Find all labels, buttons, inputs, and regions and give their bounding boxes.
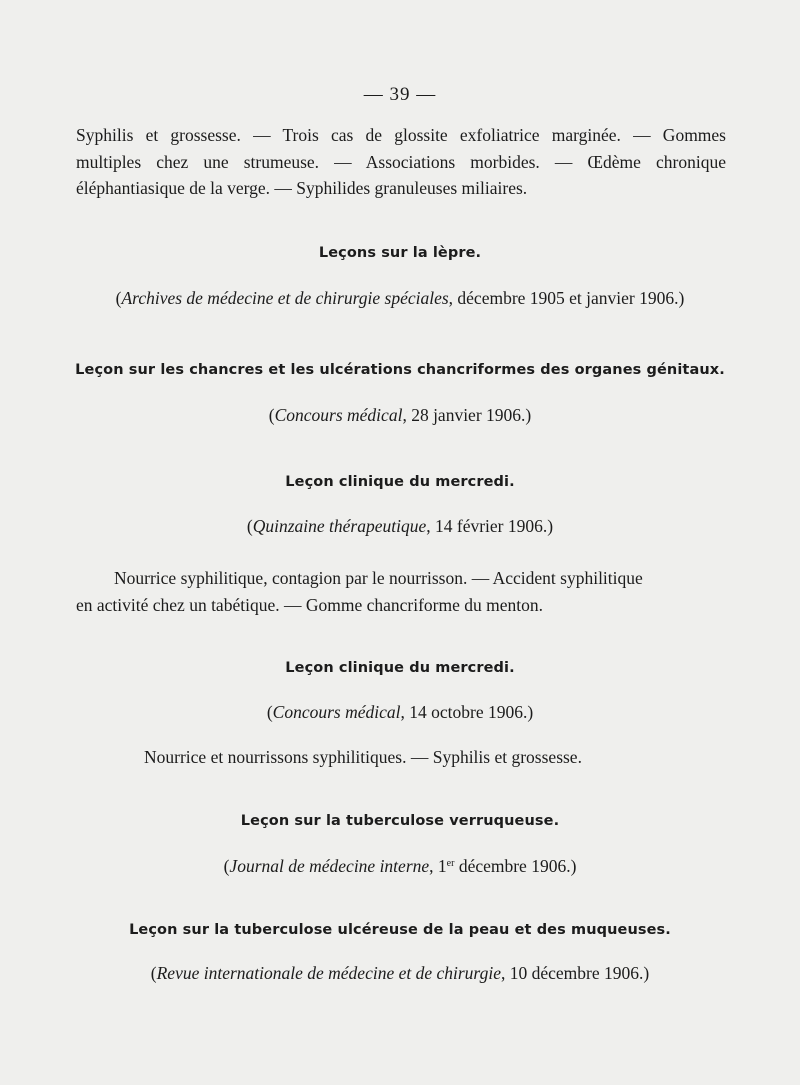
entry-5-source xyxy=(0,856,800,877)
entry-6-source-open: ( xyxy=(150,963,157,983)
entry-6-source-date: , 10 décembre 1906.) xyxy=(500,963,650,983)
entry-4-summary xyxy=(144,744,744,771)
entry-3-summary-line-2: en activité chez un tabétique. — Gomme chancriforme du menton. xyxy=(76,594,543,615)
entry-1-source xyxy=(0,288,800,309)
entry-5-source-date: décembre 1906.) xyxy=(454,856,577,876)
entry-2-source-date: , 28 janvier 1906.) xyxy=(402,405,532,425)
entry-4-source-journal: Concours médical xyxy=(272,702,401,722)
entry-5-source-open: ( xyxy=(223,856,230,876)
entry-6-title: Leçon sur la tuberculose ulcéreuse de la peau et des muqueuses. xyxy=(129,922,671,938)
entry-3-source xyxy=(0,516,800,537)
entry-6-source-journal: Revue internationale de médecine et de chirurgie xyxy=(156,963,501,983)
entry-3-source-date: , 14 février 1906.) xyxy=(426,516,554,536)
intro-line-2: multiples chez une strumeuse. — Associations morbides. — Œdème chronique xyxy=(76,151,726,172)
entry-4-summary-line-1: Nourrice et nourrissons syphilitiques. — Syphilis et grossesse. xyxy=(144,747,582,767)
intro-line-3: éléphantiasique de la verge. — Syphilides granuleuses miliaires. xyxy=(76,178,528,198)
entry-3-title: Leçon clinique du mercredi. xyxy=(285,474,515,490)
page-number: — 39 — xyxy=(363,84,437,105)
entry-4-source-open: ( xyxy=(266,702,273,722)
entry-2-source-open: ( xyxy=(268,405,275,425)
entry-1-source-date: , décembre 1905 et janvier 1906.) xyxy=(448,288,685,308)
entry-5-source-day: , 1 xyxy=(429,856,447,876)
entry-5-source-sup: er xyxy=(446,858,455,869)
entry-3-source-journal: Quinzaine thérapeutique xyxy=(252,516,427,536)
entry-5-title: Leçon sur la tuberculose verruqueuse. xyxy=(240,813,560,829)
entry-4-source-date: , 14 octobre 1906.) xyxy=(400,702,534,722)
entry-4-source xyxy=(0,702,800,723)
entry-2-title: Leçon sur les chancres et les ulcérations chancriformes des organes génitaux. xyxy=(75,362,725,378)
entry-1-title: Leçons sur la lèpre. xyxy=(318,245,482,261)
entry-3-summary-line-1: Nourrice syphilitique, contagion par le nourrisson. — Accident syphilitique xyxy=(114,568,643,588)
intro-line-1: Syphilis et grossesse. — Trois cas de glossite exfoliatrice marginée. — Gommes xyxy=(76,125,726,145)
entry-2-source xyxy=(0,405,800,426)
entry-3-source-open: ( xyxy=(246,516,253,536)
entry-3-summary xyxy=(76,565,782,618)
entry-5-source-journal: Journal de médecine interne xyxy=(229,856,430,876)
intro-paragraph xyxy=(76,122,726,202)
entry-1-source-journal: Archives de médecine et de chirurgie spéciales xyxy=(121,288,449,308)
entry-2-source-journal: Concours médical xyxy=(274,405,403,425)
entry-6-source xyxy=(0,963,800,984)
entry-4-title: Leçon clinique du mercredi. xyxy=(285,660,515,676)
entry-1-source-open: ( xyxy=(115,288,122,308)
